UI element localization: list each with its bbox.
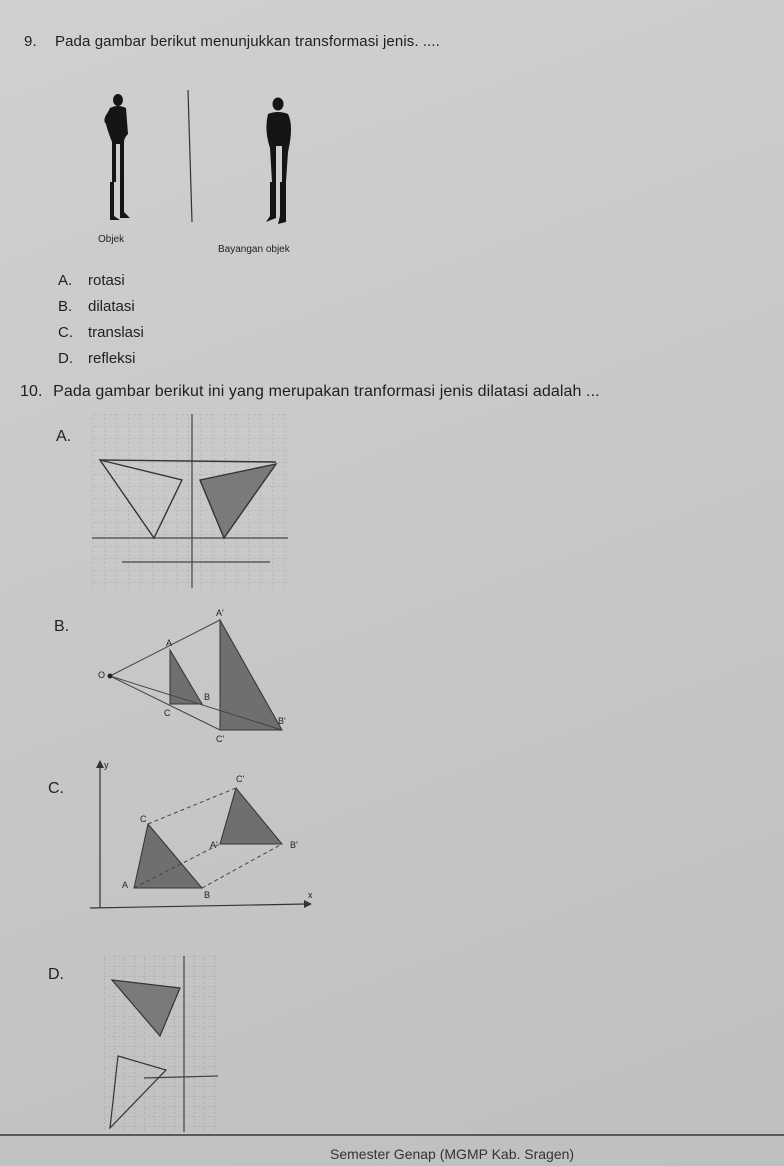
- q9-reflection-figure: [80, 82, 340, 262]
- q9-option-c[interactable]: [58, 324, 144, 341]
- q10-option-d-letter[interactable]: D.: [48, 966, 64, 983]
- x-axis-label: x: [308, 890, 313, 900]
- point-a-image-label: A': [216, 608, 224, 618]
- point-c-image-label: C': [216, 734, 225, 744]
- triangle-abc-image: [220, 788, 282, 844]
- point-b-image-label: B': [290, 840, 298, 850]
- point-a-label: A: [122, 880, 129, 890]
- y-axis-label: y: [104, 760, 109, 770]
- point-b-image-label: B': [278, 716, 286, 726]
- question-10-number: 10.: [20, 383, 43, 400]
- q9-option-b-letter: B.: [58, 298, 73, 315]
- point-c-image-label: C': [236, 774, 245, 784]
- q10-option-a-figure: [92, 414, 288, 588]
- question-9-text: Pada gambar berikut menunjukkan transformasi jenis. ....: [55, 33, 440, 50]
- q9-option-d-letter: D.: [58, 350, 73, 367]
- point-c-label: C: [140, 814, 147, 824]
- q10-option-a-letter[interactable]: A.: [56, 428, 72, 445]
- question-10-text: Pada gambar berikut ini yang merupakan tranformasi jenis dilatasi adalah ...: [53, 383, 600, 400]
- page-footer: Semester Genap (MGMP Kab. Sragen): [330, 1146, 575, 1162]
- q9-option-d-text: refleksi: [88, 350, 136, 367]
- footer-divider: [0, 1134, 784, 1136]
- triangle-abc: [134, 824, 202, 888]
- point-a-image-label: A': [210, 840, 218, 850]
- question-9-number: 9.: [24, 33, 37, 50]
- image-label: Bayangan objek: [218, 244, 290, 255]
- point-a-label: A: [166, 638, 173, 648]
- object-silhouette: [104, 94, 130, 220]
- point-b-label: B: [204, 890, 211, 900]
- point-o-label: O: [98, 670, 106, 680]
- q9-option-b-text: dilatasi: [88, 298, 135, 315]
- object-label: Objek: [98, 234, 125, 245]
- q9-option-c-letter: C.: [58, 324, 73, 341]
- q9-option-a[interactable]: [58, 272, 125, 289]
- q10-option-d-figure: [104, 956, 218, 1132]
- q10-option-c-letter[interactable]: C.: [48, 780, 64, 797]
- q10-option-c-figure: [84, 758, 324, 928]
- q10-option-b-letter[interactable]: B.: [54, 618, 70, 635]
- q9-option-d[interactable]: [58, 350, 136, 367]
- point-c-label: C: [164, 708, 171, 718]
- question-10: [20, 383, 600, 401]
- q10-option-b-figure: [96, 606, 296, 746]
- point-b-label: B: [204, 692, 211, 702]
- mirror-line: [188, 90, 192, 222]
- q9-option-c-text: translasi: [88, 324, 144, 341]
- q9-option-a-letter: A.: [58, 272, 73, 289]
- image-silhouette: [266, 98, 291, 225]
- question-9: [24, 33, 440, 50]
- q9-option-a-text: rotasi: [88, 272, 125, 289]
- q9-option-b[interactable]: [58, 298, 135, 315]
